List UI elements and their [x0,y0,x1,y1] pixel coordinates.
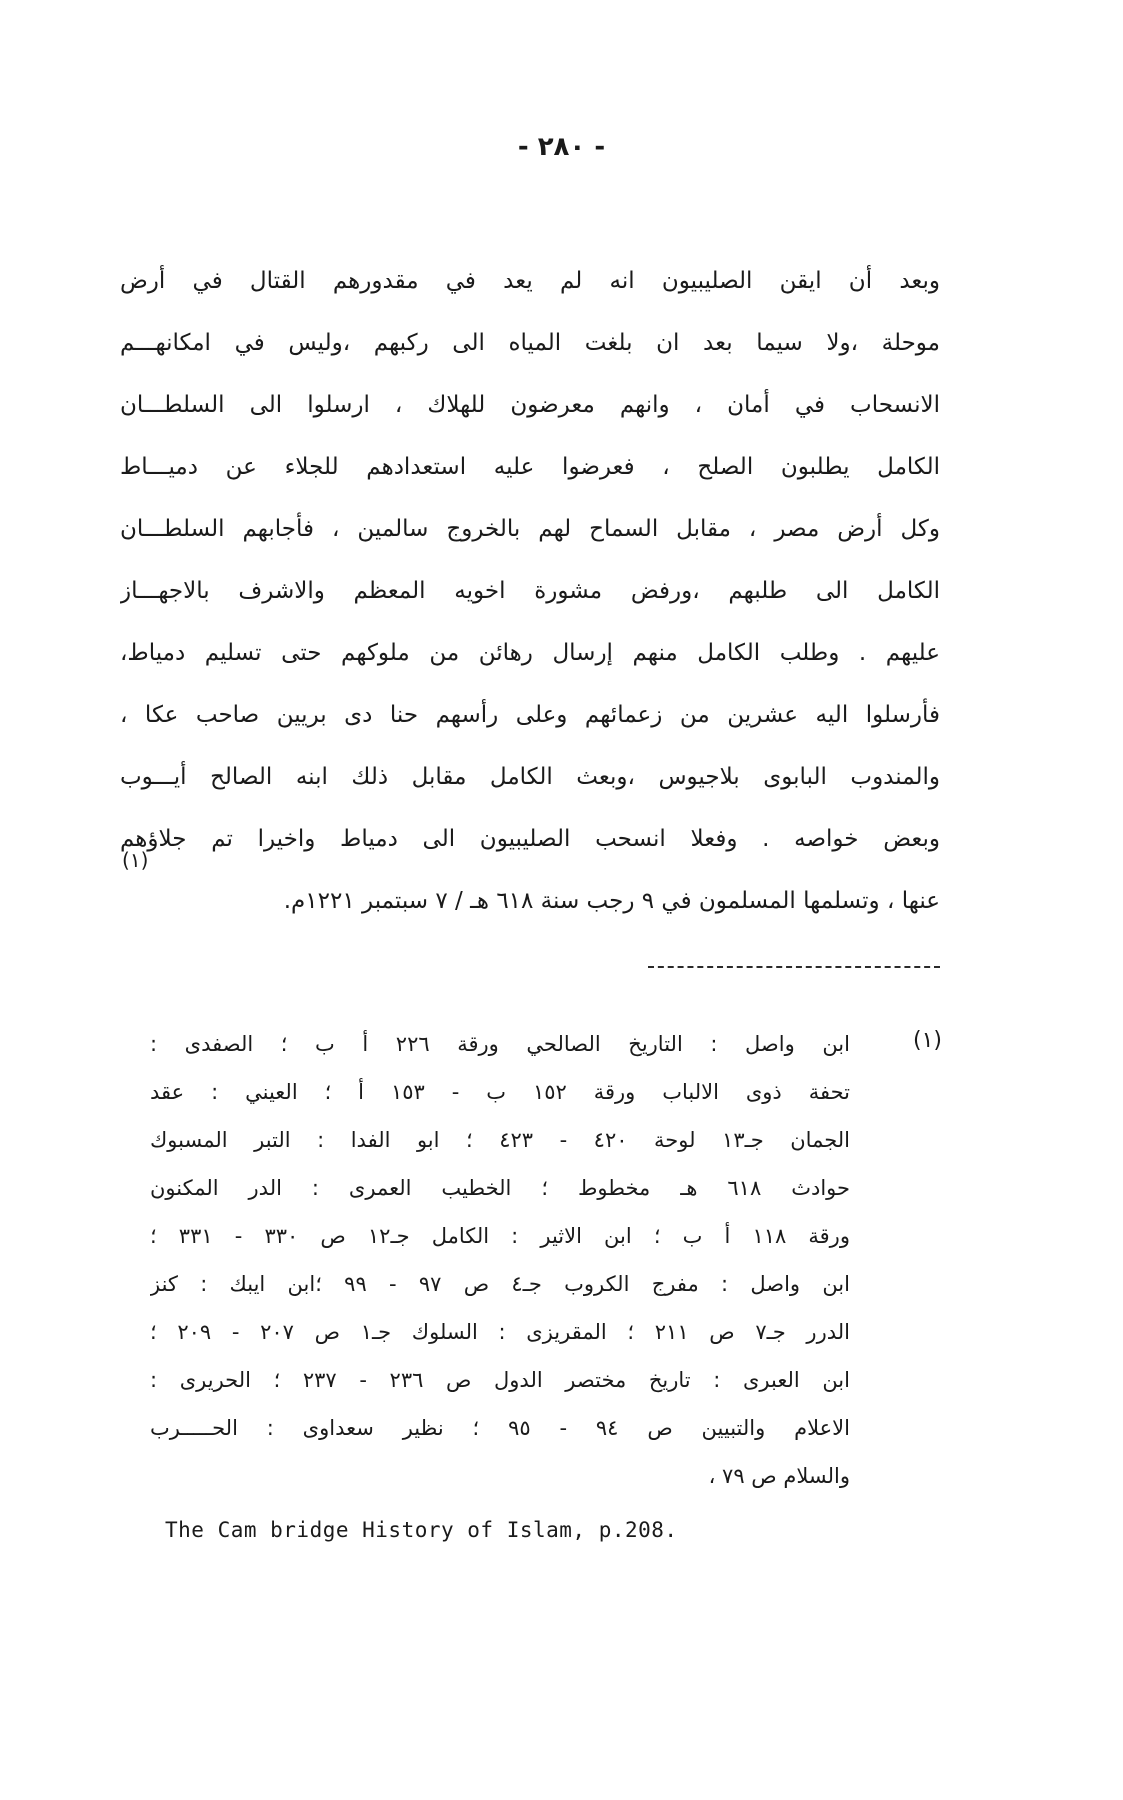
footnote-line: الجمان جـ١٣ لوحة ٤٢٠ - ٤٢٣ ؛ ابو الفدا : التبر المسبوك [150,1128,850,1152]
footnote-line: ابن واصل : مفرج الكروب جـ٤ ص ٩٧ - ٩٩ ؛ابن ايبك : كنز [150,1272,850,1296]
footnote-marker: (١) [912,1028,942,1053]
main-body-text [120,250,940,932]
footnote-reference-mark: (١) [122,848,149,872]
footnote-line: ورقة ١١٨ أ ب ؛ ابن الاثير : الكامل جـ١٢ ص ٣٣٠ - ٣٣١ ؛ [150,1224,850,1248]
english-reference: The Cam bridge History of Islam, p.208. [165,1518,678,1542]
footnote-line: والسلام ص ٧٩ ، [708,1464,850,1488]
footnote-line: حوادث ٦١٨ هـ مخطوط ؛ الخطيب العمرى : الدر المكنون [150,1176,850,1200]
footnote-line: الاعلام والتبيين ص ٩٤ - ٩٥ ؛ نظير سعداوى : الحـــــرب [150,1416,850,1440]
body-line: الكامل الى طلبهم ،ورفض مشورة اخويه المعظم والاشرف بالاجهـــاز [120,578,940,604]
footnote-line: ابن العبرى : تاريخ مختصر الدول ص ٢٣٦ - ٢٣٧ ؛ الحريرى : [150,1368,850,1392]
body-line: الانسحاب في أمان ، وانهم معرضون للهلاك ، ارسلوا الى السلطـــان [120,392,940,418]
footnote-line: تحفة ذوى الالباب ورقة ١٥٢ ب - ١٥٣ أ ؛ العيني : عقد [150,1080,850,1104]
body-line: والمندوب البابوى بلاجيوس ،وبعث الكامل مقابل ذلك ابنه الصالح أيـــوب [120,764,940,790]
body-line: عنها ، وتسلمها المسلمون في ٩ رجب سنة ٦١٨ هـ / ٧ سبتمبر ١٢٢١م. [283,888,940,914]
footnote-text [150,1020,850,1500]
body-line: وبعد أن ايقن الصليبيون انه لم يعد في مقدورهم القتال في أرض [120,268,940,294]
body-line: وكل أرض مصر ، مقابل السماح لهم بالخروج سالمين ، فأجابهم السلطـــان [120,516,940,542]
body-line: عليهم . وطلب الكامل منهم إرسال رهائن من ملوكهم حتى تسليم دمياط، [120,640,940,666]
footnote-line: الدرر جـ٧ ص ٢١١ ؛ المقريزى : السلوك جـ١ ص ٢٠٧ - ٢٠٩ ؛ [150,1320,850,1344]
page-number: - ٢٨٠ - [517,132,606,162]
footnote-separator [648,966,940,968]
body-line: فأرسلوا اليه عشرين من زعمائهم وعلى رأسهم حنا دى بريين صاحب عكا ، [120,702,940,728]
body-line: وبعض خواصه . وفعلا انسحب الصليبيون الى دمياط واخيرا تم جلاؤهم [120,826,940,852]
body-line: الكامل يطلبون الصلح ، فعرضوا عليه استعدادهم للجلاء عن دميـــاط [120,454,940,480]
footnote-line: ابن واصل : التاريخ الصالحي ورقة ٢٢٦ أ ب ؛ الصفدى : [150,1032,850,1056]
body-line: موحلة ،ولا سيما بعد ان بلغت المياه الى ركبهم ،وليس في امكانهـــم [120,330,940,356]
